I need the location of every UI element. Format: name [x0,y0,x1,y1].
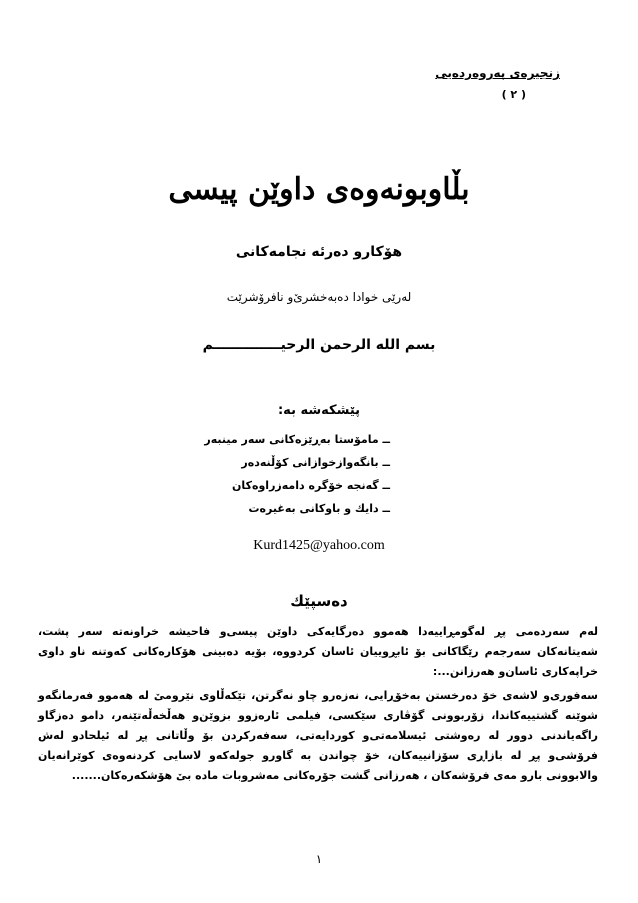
dedication-item: ــ گەنجە خۆگرە دامەزراوەکان [232,479,390,492]
dedication-title: پێشکەشە بە: [277,403,361,418]
email-address: Kurd1425@yahoo.com [253,538,385,553]
document-title: بڵاوبونەوەی داوێن پیسی [168,172,470,207]
author-line: لەرێی خوادا دەبەخشرێ‌و نافرۆشرێت [226,290,412,304]
series-title: زنجیرەی پەروەردەیی [435,66,560,80]
basmala: بسم الله الرحمن الرحیــــــــــــــم [202,337,436,353]
series-number: ( ٢ ) [501,88,526,101]
intro-paragraph: لەم سەردەمی پڕ لەگومڕاییەدا هەموو دەرگایەکی داوێن پیسی‌و فاحیشە خراونەتە سەر پشت، شەیتانەکان سەرجەم رێگاکانی بۆ ئابڕوییان ئاسان کردووە، بۆیە دەبینی هۆکارەکانی کەوتنە ناو داوی خراپەکاری ئاسان‌و هەرزانن...: [38,625,598,678]
dedication-item: ــ بانگەوازخوازانی کۆڵنەدەر [241,456,390,469]
intro-heading: دەسپێك [290,592,348,610]
dedication-list [204,428,390,520]
document-subtitle: هۆکارو دەرئە نجامەکانی [235,244,403,260]
intro-paragraph: سەفوری‌و لاشەی خۆ دەرخستن بەخۆڕایی، نەزەرو چاو نەگرتن، تێکەڵاوی نێرومێ لە هەموو فەرمانگەو شوێنە گشتییەکاندا، زۆربوونی گۆڤاری سێکسی، فیلمی ئارەزوو بزوێن‌و هەڵخەڵەتێنەر، دامو دەزگاو راگەیاندنی دوور لە رەوشتی ئیسلامەتی‌و کوردایەتی، سەفەرکردن بۆ وڵاتانی پڕ لە ئیلحادو لەش فرۆشی‌و پڕ لە بازاڕی سۆزانییەکان، خۆ چواندن بە گاورو جولەکەو لاسایی کردنەوەی کوێرانەیان والابوونی بارو مەی فرۆشەکان ، هەرزانی گشت جۆرەکانی مەشروبات مادە بێ هۆشکەرەکان....... [38,689,598,782]
page-number: ١ [315,852,323,866]
dedication-item: ــ دایك و باوکانی بەغیرەت [248,502,390,515]
dedication-item: ــ مامۆستا بەڕێزەکانی سەر مینبەر [204,433,390,446]
